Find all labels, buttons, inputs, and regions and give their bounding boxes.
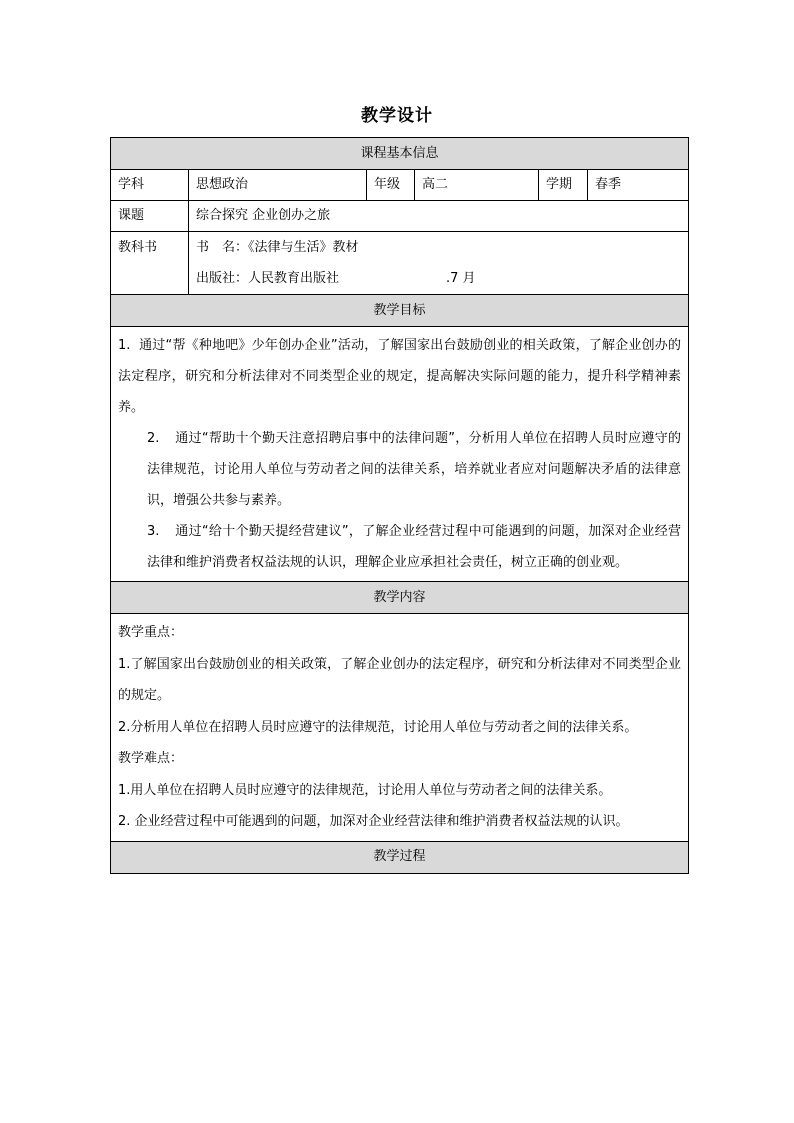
lesson-label: 课题 <box>111 201 189 232</box>
subject-value: 思想政治 <box>189 170 367 201</box>
objectives-header: 教学目标 <box>111 295 689 327</box>
document-title: 教学设计 <box>361 106 433 126</box>
publish-date: .7 月 <box>446 271 476 286</box>
textbook-row <box>111 232 689 295</box>
objective-num: 3. <box>147 524 160 539</box>
textbook-info <box>189 232 689 295</box>
objectives-header-row <box>111 295 689 327</box>
textbook-label: 教科书 <box>111 232 189 295</box>
subject-label: 学科 <box>111 170 189 201</box>
objectives-row <box>111 327 689 582</box>
objectives-cell <box>111 327 689 582</box>
objective-item <box>118 330 681 423</box>
difficult-point-item: 2. 企业经营过程中可能遇到的问题，加深对企业经营法律和维护消费者权益法规的认识。 <box>118 814 629 829</box>
content-row <box>111 614 689 842</box>
publisher-line <box>196 263 681 294</box>
content-header-row <box>111 582 689 614</box>
objective-item <box>118 423 681 516</box>
publisher-text: 出版社：人民教育出版社 <box>196 271 340 286</box>
difficult-points-label: 教学难点： <box>118 751 184 766</box>
key-point-item: 1.了解国家出台鼓励创业的相关政策，了解企业创办的法定程序，研究和分析法律对不同类型企业的规定。 <box>118 656 682 703</box>
objective-num: 1. <box>118 338 131 353</box>
grade-value: 高二 <box>415 170 539 201</box>
grade-label: 年级 <box>367 170 415 201</box>
process-header: 教学过程 <box>111 841 689 873</box>
objective-num: 2. <box>147 431 160 446</box>
key-point-item: 2.分析用人单位在招聘人员时应遵守的法律规范，讨论用人单位与劳动者之间的法律关系。 <box>118 719 638 735</box>
objective-item <box>118 516 681 578</box>
key-points-label: 教学重点： <box>118 625 184 640</box>
objective-text: 通过“帮助十个勤天注意招聘启事中的法律问题”，分析用人单位在招聘人员时应遵守的法律规范，讨论用人单位与劳动者之间的法律关系，培养就业者应对问题解决矛盾的法律意识，增强公共参与素养。 <box>147 431 682 508</box>
term-value: 春季 <box>588 170 689 201</box>
subject-row <box>111 170 689 201</box>
content-cell <box>111 614 689 842</box>
difficult-point-item: 1.用人单位在招聘人员时应遵守的法律规范，讨论用人单位与劳动者之间的法律关系。 <box>118 782 612 798</box>
basic-info-header: 课程基本信息 <box>111 138 689 170</box>
lesson-row <box>111 201 689 232</box>
objective-text: 通过“给十个勤天提经营建议”，了解企业经营过程中可能遇到的问题，加深对企业经营法律和维护消费者权益法规的认识，理解企业应承担社会责任，树立正确的创业观。 <box>147 524 682 570</box>
lesson-value: 综合探究 企业创办之旅 <box>189 201 689 232</box>
process-header-row <box>111 841 689 873</box>
book-name-line: 书 名：《法律与生活》教材 <box>196 240 359 255</box>
content-header: 教学内容 <box>111 582 689 614</box>
term-label: 学期 <box>539 170 588 201</box>
objective-text: 通过“帮《种地吧》少年创办企业”活动，了解国家出台鼓励创业的相关政策，了解企业创办的法定程序，研究和分析法律对不同类型企业的规定，提高解决实际问题的能力，提升科学精神素养。 <box>118 338 682 415</box>
basic-info-header-row <box>111 138 689 170</box>
lesson-design-table <box>110 137 689 874</box>
